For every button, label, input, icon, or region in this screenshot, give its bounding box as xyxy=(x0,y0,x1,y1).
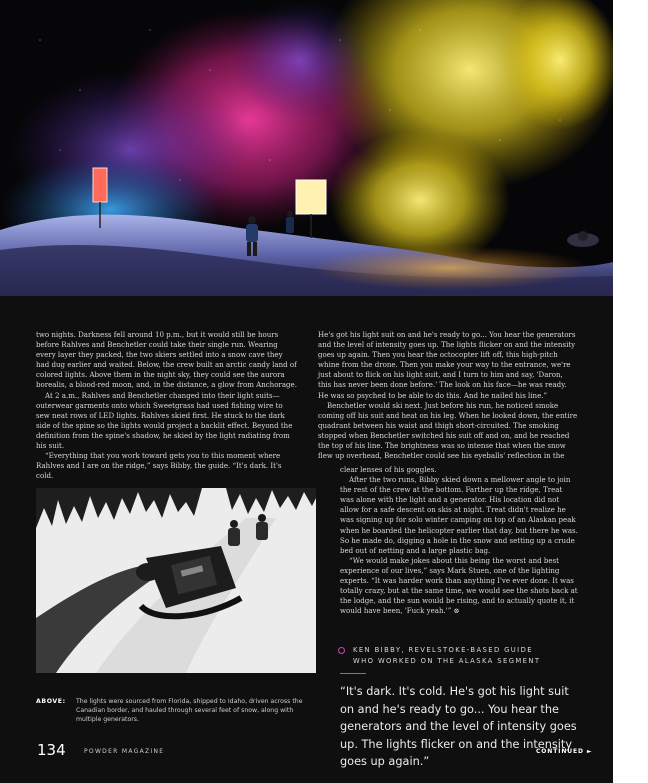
caption-label: ABOVE: xyxy=(36,698,66,705)
body-column-right xyxy=(318,330,578,461)
paragraph: clear lenses of his goggles. xyxy=(340,465,437,474)
aurora-lights-illustration xyxy=(0,0,613,296)
generator-sled-illustration xyxy=(36,488,316,673)
page-margin xyxy=(613,0,648,783)
caption-text: The lights were sourced from Florida, shipped to Idaho, driven across the Canadian border, and hauled through several feet of snow, along with multiple generators. xyxy=(76,698,303,723)
paragraph: He's got his light suit on and he's ready to go... You hear the generators and the level of intensity goes up. The lights flicker on and the intensity goes up again. Then you hear the octocopter lift off, this high-pitch whine from the drone. Then you make your way to the entrance, we're just about to flick on his light suit, and I turn to him and say, 'Daron, this has never been done before.' The look on his face—he was ready. He was so psyched to be able to do this. And he nailed his line.” xyxy=(318,330,576,400)
magazine-name: POWDER MAGAZINE xyxy=(84,748,165,755)
pull-quote: “It's dark. It's cold. He's got his light suit on and he's ready to go... You hear the generators and the level of intensity goes up. The lights flicker on and the intensity goes up again.” xyxy=(340,685,577,769)
paragraph: After the two runs, Bibby skied down a mellower angle to join the rest of the crew at the bottom. Farther up the ridge, Treat was alone with the light and a generator. His location did not allow for a safe descent on skis at night. Treat didn't realize he was signing up for solo winter camping on top of an Alaskan peak when he boarded the helicopter earlier that day, but there he was. So he made do, digging a hole in the snow and setting up a crude bed out of netting and a large plastic bag. xyxy=(340,475,578,555)
page-number: 134 xyxy=(37,741,66,759)
divider xyxy=(340,673,366,674)
attribution-text xyxy=(353,645,583,667)
generator-sled-photo xyxy=(36,488,316,673)
continued-label: CONTINUED ► xyxy=(536,748,593,755)
body-column-right-lower xyxy=(340,465,578,616)
paragraph: “Everything that you work toward gets you to this moment where Rahlves and I are on the ridge,” says Bibby, the guide. “It's dark. It's cold. xyxy=(36,451,282,481)
attribution-line: KEN BIBBY, REVELSTOKE-BASED GUIDE xyxy=(353,646,533,654)
paragraph: two nights. Darkness fell around 10 p.m., but it would still be hours before Rahlves and Benchetler could take their single run. Wearing every layer they packed, the two skiers settled into a snow cave they had dug earlier and waited. Below, the crew built an arctic candy land of colored lights. Above them in the night sky, they could see the aurora borealis, a blood-red moon, and, in the distance, a glow from Anchorage. xyxy=(36,330,297,390)
paragraph: At 2 a.m., Rahlves and Benchetler changed into their light suits—outerwear garments onto which Sweetgrass had used fishing wire to sew neat rows of LED lights. Rahlves skied first. He stuck to the dark side of the spine so the lights would project a backlit effect. Beyond the definition from the spine's shadow, he skied by the light radiating from his suit. xyxy=(36,390,293,451)
hero-photo xyxy=(0,0,613,296)
paragraph: Benchetler would ski next. Just before his run, he noticed smoke coming off his suit and heat on his leg. When he looked down, the entire quadrant between his waist and thigh short-circuited. The smoking stopped when Benchetler switched his suit off and on, and he reached the top of his line. The brightness was so intense that when the snow flew up overhead, Benchetler could see his eyeballs' reflection in the xyxy=(318,400,578,461)
body-column-left xyxy=(36,330,298,481)
attribution-line: WHO WORKED ON THE ALASKA SEGMENT xyxy=(353,657,541,665)
bullet-circle-icon xyxy=(338,647,345,654)
paragraph: “We would make jokes about this being the worst and best experience of our lives,” says Mark Stuen, one of the lighting experts. “It was harder work than anything I've ever done. It was totally crazy, but at the same time, we would see the shots back at the lodge, and the sun would be rising, and to actually quote it, it would have been, 'Fuck yeah.'” ⊗ xyxy=(340,555,578,616)
